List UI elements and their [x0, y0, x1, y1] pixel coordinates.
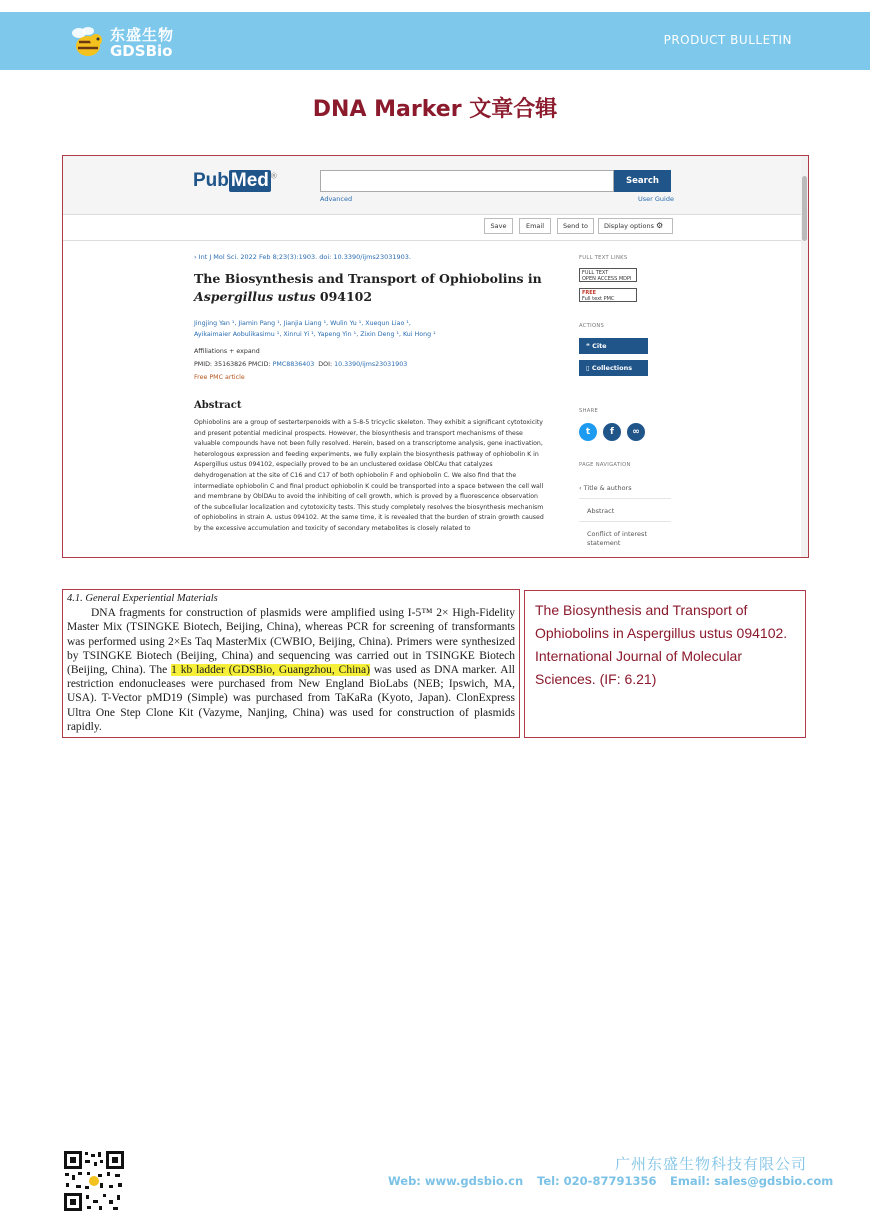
collections-button[interactable]: ▯ Collections — [579, 360, 648, 376]
methods-paragraph — [67, 606, 515, 734]
affiliations-expand[interactable]: Affiliations + expand — [194, 348, 260, 355]
methods-excerpt — [62, 589, 520, 738]
section-heading: 4.1. General Experiential Materials — [67, 593, 218, 604]
pmc-full-text-label: Full text PMC — [582, 296, 615, 302]
nav-conflict-of-interest[interactable]: Conflict of interest statement — [587, 530, 647, 547]
article-title-strain: 094102 — [319, 289, 373, 304]
display-options-label: Display options — [604, 222, 654, 230]
page-navigation-label: PAGE NAVIGATION — [579, 462, 631, 468]
pmid-label: PMID: 35163826 PMCID: — [194, 361, 271, 368]
paragraph-text-before: DNA fragments for construction of plasmids were amplified using I-5™ 2× High-Fidelity Master Mix (TSINGKE Biotech, Beijing, China), whereas PCR for screening of transformants was performed using 2×Es Taq MasterMix (CWBIO, Beijing, China). Primers were synthesized by TSINGKE Biotech (Beijing, China) and sequencing was carried out in TSINGKE Biotech (Beijing, China). The — [67, 607, 515, 677]
free-pmc-article-badge[interactable]: Free PMC article — [194, 374, 245, 381]
authors-line-1[interactable]: Jingjing Yan ¹, Jiamin Pang ¹, Jianjia Liang ¹, Wulin Yu ¹, Xuequn Liao ¹, — [194, 320, 411, 327]
journal-citation-link[interactable]: › Int J Mol Sci. 2022 Feb 8;23(3):1903. doi: 10.3390/ijms23031903. — [194, 253, 411, 261]
mdpi-open-access-label: OPEN ACCESS MDPI — [582, 276, 632, 282]
pubmed-logo-registered: ® — [270, 171, 277, 181]
abstract-heading: Abstract — [194, 400, 242, 411]
actions-label: ACTIONS — [579, 323, 605, 329]
advanced-search-link[interactable]: Advanced — [320, 195, 353, 203]
abstract-text: Ophiobolins are a group of sesterterpenoids with a 5-8-5 tricyclic skeleton. They exhibit a significant cytotoxicity and present potential medicinal prospects. However, the biosynthesis and transport mechanisms of these valuable compounds have not been fully resolved. Herein, based on a transcriptome analysis, gene inactivation, heterologous expression and feeding experiments, we fully explain the biosynthesis pathway of ophiobolin K in Aspergillus ustus 094102, especially proved to be an unclustered oxidase OblCAu that catalyzes dehydrogenation at the site of C16 and C17 of both ophiobolin F and ophiobolin C. We also find that the intermediate ophiobolin C and final product ophiobolin K could be transported into a space between the cell wall and membrane by OblDAu to avoid the inhibiting of cell growth, which is proved by a fluorescence observation of the subcellular localization and cytotoxicity tests. This study completely resolves the biosynthesis mechanism of ophiobolins in strain A. ustus 094102. At the same time, it is revealed that the burden of strain growth caused by the excessive accumulation and toxicity of secondary metabolites is closely related to — [194, 419, 544, 532]
footer-email[interactable]: Email: sales@gdsbio.com — [670, 1174, 834, 1188]
pubmed-logo-pub: Pub — [193, 170, 229, 191]
doi-label: DOI: — [318, 361, 333, 368]
user-guide-link[interactable]: User Guide — [638, 195, 674, 203]
authors-line-2[interactable]: Ayikaimaier Aobulikasimu ¹, Xinrui Yi ¹, Yapeng Yin ¹, Zixin Deng ¹, Kui Hong ¹ — [194, 331, 436, 338]
bee-icon — [70, 24, 106, 60]
full-text-links-label: FULL TEXT LINKS — [579, 255, 628, 261]
logo-chinese-name: 东盛生物 — [110, 26, 175, 44]
article-title-species: Aspergillus ustus — [194, 289, 316, 304]
facebook-share-icon[interactable]: f — [603, 423, 621, 441]
display-options-button[interactable] — [598, 218, 673, 234]
mdpi-full-text-link[interactable] — [579, 268, 637, 282]
gdsbio-logo[interactable] — [70, 22, 220, 62]
logo-english-name: GDSBio — [110, 42, 173, 60]
scrollbar-thumb[interactable] — [802, 176, 807, 241]
paragraph-text-after: was used as DNA marker. All restriction endonucleases were purchased from New England BioLabs (NEB; Ipswich, MA, USA). T-Vector pMD19 (Simple) was purchased from TaKaRa (Kyoto, Japan). ClonExpress Ultra One Step Clone Kit (Vazyme, Nanjing, China) was used for construction of plasmids rapidly. — [67, 664, 515, 733]
pubmed-logo-med: Med — [230, 170, 269, 191]
highlighted-product: 1 kb ladder (GDSBio, Guangzhou, China) — [171, 664, 370, 677]
pubmed-search-input[interactable] — [320, 170, 614, 192]
send-to-button[interactable]: Send to — [557, 218, 594, 234]
twitter-share-icon[interactable]: t — [579, 423, 597, 441]
pubmed-logo[interactable] — [193, 170, 277, 192]
gear-icon: ⚙ — [656, 221, 664, 230]
footer-website[interactable]: Web: www.gdsbio.cn — [388, 1174, 524, 1188]
share-label: SHARE — [579, 408, 599, 414]
copy-link-icon[interactable]: ∞ — [627, 423, 645, 441]
page-title: DNA Marker 文章合辑 — [312, 97, 558, 122]
pmcid-link[interactable]: PMC8836403 — [272, 361, 315, 368]
pubmed-search-button[interactable]: Search — [614, 170, 671, 192]
product-bulletin-label: PRODUCT BULLETIN — [663, 33, 792, 47]
save-button[interactable]: Save — [484, 218, 513, 234]
header-band — [0, 12, 870, 70]
mdpi-full-text-title: FULL TEXT — [582, 270, 609, 276]
author-list[interactable] — [194, 318, 524, 340]
reference-title: The Biosynthesis and Transport of Ophiobolins in Aspergillus ustus 094102. — [535, 602, 788, 641]
nav-abstract[interactable]: Abstract — [579, 502, 671, 522]
pmc-full-text-link[interactable] — [579, 288, 637, 302]
doi-link[interactable]: 10.3390/ijms23031903 — [334, 361, 408, 368]
pubmed-toolbar — [63, 214, 803, 241]
footer-telephone: Tel: 020-87791356 — [537, 1174, 657, 1188]
reference-box — [524, 590, 806, 738]
reference-journal: International Journal of Molecular Sciences. (IF: 6.21) — [535, 648, 743, 687]
pubmed-scrollbar[interactable] — [801, 156, 808, 557]
qr-code-icon[interactable] — [63, 1150, 125, 1212]
nav-title-authors[interactable]: ‹ Title & authors — [579, 479, 671, 499]
company-name: 广州东盛生物科技有限公司 — [614, 1155, 807, 1173]
cite-button[interactable]: ❝ Cite — [579, 338, 648, 354]
article-title-main: The Biosynthesis and Transport of Ophiobolins in — [194, 271, 542, 286]
article-identifiers — [194, 361, 407, 368]
article-title — [194, 270, 544, 306]
email-button[interactable]: Email — [519, 218, 551, 234]
pubmed-screenshot — [62, 155, 809, 558]
pmc-free-label: FREE — [582, 290, 597, 296]
